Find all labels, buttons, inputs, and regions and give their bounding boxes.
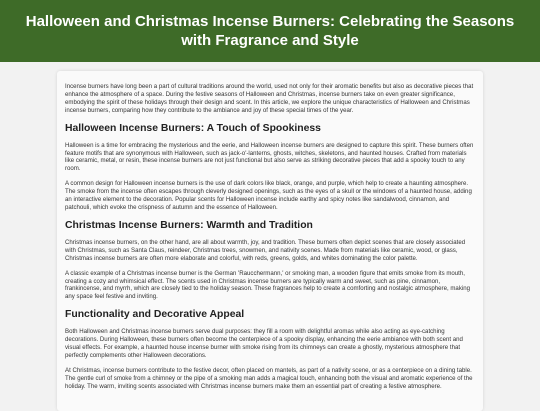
article-card xyxy=(57,71,483,411)
page-header xyxy=(0,0,540,62)
section-heading-christmas: Christmas Incense Burners: Warmth and Tradition xyxy=(65,219,313,231)
section-paragraph: At Christmas, incense burners contribute to the festive decor, often placed on mantels, as part of a nativity scene, or as a centerpiece on a dining table. The gentle curl of smoke from a chimney or the pipe of a smoking man adds a magical touch, enhancing both the visual and aromatic experience of the holiday. The warm, inviting scents associated with Christmas incense burners make them an essential part of creating a festive atmosphere. xyxy=(65,366,473,390)
section-paragraph: Christmas incense burners, on the other hand, are all about warmth, joy, and tradition. These burners often depict scenes that are closely associated with Christmas, such as Santa Claus, reindeer, Christmas trees, snowmen, and nativity scenes. Made from materials like ceramic, wood, or glass, Christmas incense burners are often more elaborate and colorful, with reds, greens, golds, and whites dominating the color palette. xyxy=(65,238,466,262)
section-heading-functionality: Functionality and Decorative Appeal xyxy=(65,309,245,321)
page-title: Halloween and Christmas Incense Burners: Celebrating the Seasons with Fragrance and Style xyxy=(25,13,515,49)
section-paragraph: A classic example of a Christmas incense burner is the German 'Raucchermann,' or smoking man, a wooden figure that emits smoke from its mouth, creating a cozy and whimsical effect. The scents used in Christmas incense burners are typically warm and sweet, such as pine, cinnamon, frankincense, and myrrh, which are closely tied to the holiday season. These fragrances help to create a comforting and nostalgic atmosphere, making any space feel festive and inviting. xyxy=(65,269,471,301)
section-paragraph: Halloween is a time for embracing the mysterious and the eerie, and Halloween incense burners are designed to capture this spirit. These burners often feature motifs that are synonymous with Halloween, such as jack-o'-lanterns, ghosts, witches, skeletons, and haunted houses. Crafted from materials like ceramic, metal, or resin, these incense burners are not just functional but also serve as striking decorative pieces that add a spooky touch to any room. xyxy=(65,141,474,173)
section-paragraph: A common design for Halloween incense burners is the use of dark colors like black, orange, and purple, which help to create a haunting atmosphere. The smoke from the incense often escapes through cleverly designed openings, such as the eyes of a skull or the windows of a haunted house, adding an interactive element to the decoration. Popular scents for Halloween incense include earthy and spicy notes like sandalwood, cinnamon, and patchouli, which evoke the crispness of autumn and the essence of Halloween. xyxy=(65,180,472,211)
section-paragraph: Both Halloween and Christmas incense burners serve dual purposes: they fill a room with delightful aromas while also acting as eye-catching decorations. During Halloween, these burners often become the centerpiece of a spooky display, enhancing the eerie ambiance with both scent and visual effects. For example, a haunted house incense burner with smoke rising from its chimneys can create a ghostly, mysterious atmosphere that perfectly complements other Halloween decorations. xyxy=(65,328,463,359)
intro-paragraph: Incense burners have long been a part of cultural traditions around the world, used not only for their aromatic benefits but also as decorative pieces that enhance the atmosphere of a space. During the festive seasons of Halloween and Christmas, incense burners take on even greater significance, embodying the spirit of these holidays through their design and scent. In this article, we explore the unique characteristics of Halloween and Christmas incense burners, comparing how they contribute to the ambiance and joy of these special times of the year. xyxy=(65,83,474,114)
section-heading-halloween: Halloween Incense Burners: A Touch of Spookiness xyxy=(65,122,321,134)
